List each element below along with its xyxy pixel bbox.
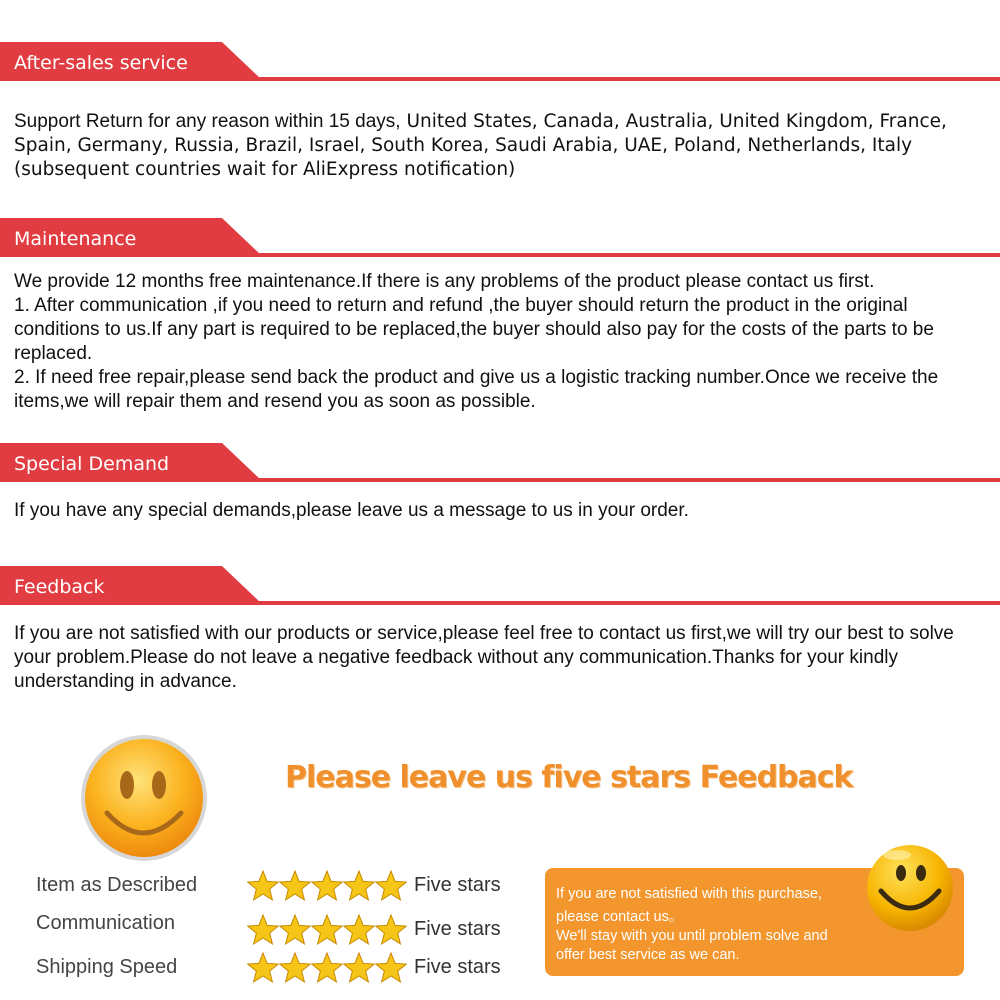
section-title: After-sales service xyxy=(14,52,188,74)
section-title: Feedback xyxy=(14,576,105,598)
star-icon xyxy=(312,871,342,900)
star-icon xyxy=(376,871,406,900)
special-demand-line: If you have any special demands,please leave us a message to us in your order. xyxy=(14,500,689,521)
rating-value: Five stars xyxy=(414,874,501,896)
star-icon xyxy=(376,915,406,944)
promo-title: Please leave us five stars Feedback xyxy=(285,760,853,795)
section-title: Maintenance xyxy=(14,228,137,250)
after-sales-lead: Support Return for any reason within 15 days, xyxy=(14,111,401,132)
rating-value: Five stars xyxy=(414,956,501,978)
rating-label: Shipping Speed xyxy=(36,956,178,978)
maintenance-text xyxy=(14,270,984,414)
rating-label: Item as Described xyxy=(36,874,198,896)
section-header-after-sales xyxy=(0,42,1000,82)
star-icon xyxy=(248,953,278,982)
star-icon xyxy=(312,953,342,982)
five-stars-icon xyxy=(247,950,407,986)
rating-row-communication xyxy=(0,906,540,942)
feedback-line: If you are not satisfied with our products or service,please feel free to contact us first,we will try our best to solve your problem.Please do not leave a negative feedback without any communication.Thanks for your kindly understanding in advance. xyxy=(14,623,954,692)
star-icon xyxy=(344,953,374,982)
maintenance-line: 1. After communication ,if you need to return and refund ,the buyer should return the product in the original conditions to us.If any part is required to be replaced,the buyer should also pay for the costs of the parts to be replaced. xyxy=(14,295,934,364)
maintenance-line: We provide 12 months free maintenance.If there is any problems of the product please contact us first. xyxy=(14,271,875,292)
star-icon xyxy=(312,915,342,944)
five-stars-icon xyxy=(247,912,407,948)
star-icon xyxy=(248,915,278,944)
star-icon xyxy=(344,871,374,900)
after-sales-text xyxy=(14,110,984,182)
special-demand-text xyxy=(14,499,984,523)
section-header-maintenance xyxy=(0,218,1000,258)
star-icon xyxy=(344,915,374,944)
rating-value: Five stars xyxy=(414,918,501,940)
header-ribbon xyxy=(0,566,1000,606)
smiley-face-icon xyxy=(79,733,209,863)
maintenance-line: 2. If need free repair,please send back the product and give us a logistic tracking number.Once we receive the items,we will repair them and resend you as soon as possible. xyxy=(14,367,939,412)
star-icon xyxy=(280,915,310,944)
rating-label: Communication xyxy=(36,912,175,934)
section-header-feedback xyxy=(0,566,1000,606)
note-line: please contact us。 xyxy=(556,909,684,925)
smiley-face-icon xyxy=(865,843,955,933)
note-line: We'll stay with you until problem solve and xyxy=(556,928,828,944)
section-title: Special Demand xyxy=(14,453,170,475)
star-icon xyxy=(280,871,310,900)
star-icon xyxy=(280,953,310,982)
note-line: If you are not satisfied with this purchase, xyxy=(556,886,822,902)
star-icon xyxy=(376,953,406,982)
feedback-text xyxy=(14,622,984,694)
rating-row-item-as-described xyxy=(0,868,540,904)
section-header-special-demand xyxy=(0,443,1000,483)
rating-row-shipping-speed xyxy=(0,950,540,986)
note-line: offer best service as we can. xyxy=(556,947,740,963)
header-ribbon xyxy=(0,218,1000,258)
star-icon xyxy=(248,871,278,900)
five-stars-icon xyxy=(247,868,407,904)
after-sales-countries: United States, Canada, Australia, United Kingdom, France, Spain, Germany, Russia, Brazil, Israel, South Korea, Saudi Arabia, UAE, Poland, Netherlands, Italy (subsequent countries wait for AliExpress notification) xyxy=(14,111,947,180)
